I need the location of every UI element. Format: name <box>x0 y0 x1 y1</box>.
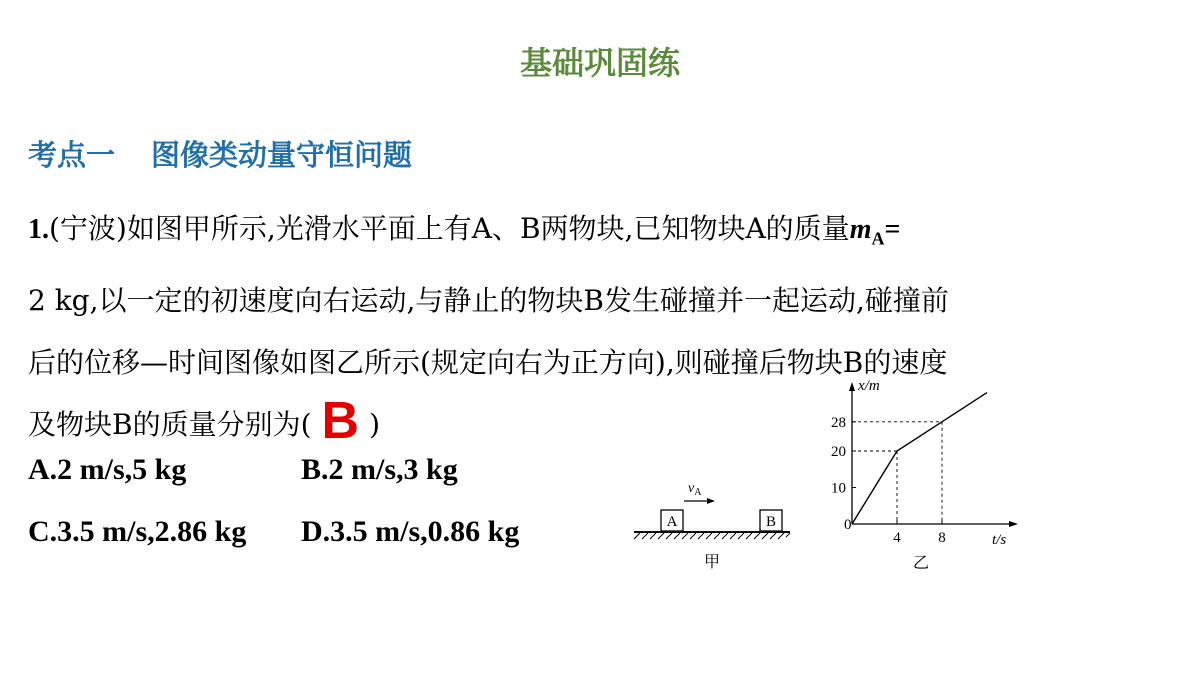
velocity-label: $v_A$ <box>688 481 702 498</box>
caption-jia: 甲 <box>703 554 721 571</box>
x-tick-label-4: 4 <box>893 530 901 546</box>
caption-yi: 乙 <box>912 555 930 572</box>
figure-yi-chart <box>818 370 1033 580</box>
answer-mark: B <box>321 391 360 450</box>
y-axis-arrow <box>849 382 855 391</box>
x-axis-arrow <box>1009 521 1018 527</box>
section-label: 考点一 <box>28 138 116 172</box>
figure-jia <box>630 468 795 578</box>
origin-label: 0 <box>844 517 852 533</box>
option-a[interactable]: A.2 m/s,5 kg <box>28 453 187 486</box>
question-number: 1. <box>28 214 49 245</box>
page-title: 基础巩固练 <box>519 44 680 82</box>
question-source: (宁波) <box>49 212 127 245</box>
svg-text:A: A <box>666 514 678 530</box>
y-tick-label-28: 28 <box>831 414 846 431</box>
option-b[interactable]: B.2 m/s,3 kg <box>301 453 458 486</box>
section-topic: 图像类动量守恒问题 <box>151 138 413 172</box>
x-axis-label: t/s <box>992 532 1007 548</box>
question-line-3: 后的位移—时间图像如图乙所示(规定向右为正方向),则碰撞后物块B的速度 <box>28 345 948 379</box>
y-tick-label-10: 10 <box>831 480 846 497</box>
option-c[interactable]: C.3.5 m/s,2.86 kg <box>28 515 247 548</box>
y-axis-label: x/m <box>858 378 880 394</box>
question-line-2: 2 kg,以一定的初速度向右运动,与静止的物块B发生碰撞并一起运动,碰撞前 <box>28 283 949 317</box>
option-d[interactable]: D.3.5 m/s,0.86 kg <box>301 515 520 548</box>
question-line-1: 1.(宁波)如图甲所示,光滑水平面上有A、B两物块,已知物块A的质量$m_A=$ <box>28 212 901 249</box>
svg-text:B: B <box>765 514 777 530</box>
x-tick-label-8: 8 <box>938 530 946 546</box>
question-line-4: 及物块B的质量分别为( B ) <box>28 391 381 450</box>
xt-line <box>852 393 987 524</box>
mass-symbol: m <box>849 214 872 245</box>
section-heading <box>28 133 412 174</box>
y-tick-label-20: 20 <box>831 444 846 460</box>
